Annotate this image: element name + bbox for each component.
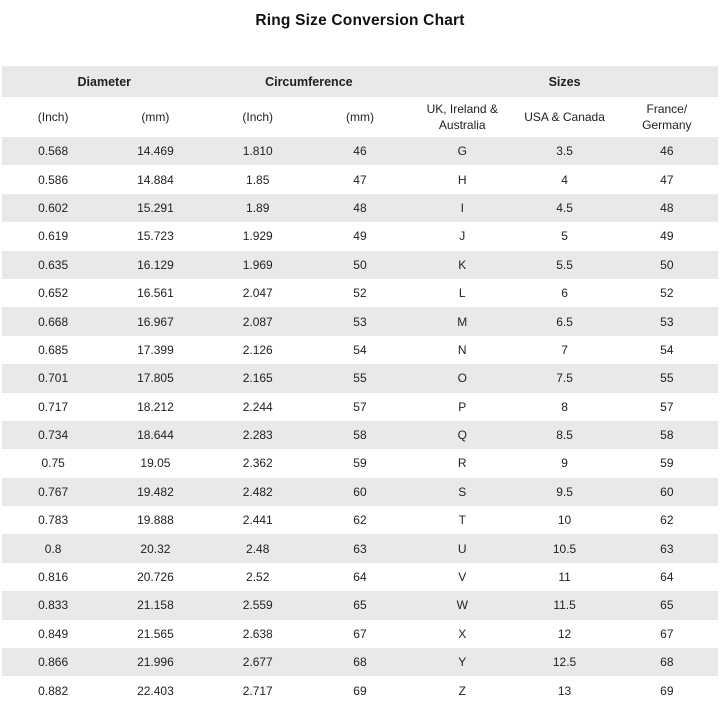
cell-diameter-mm: 19.05 bbox=[140, 456, 171, 471]
cell-uk-ireland-australia: M bbox=[457, 314, 468, 329]
table-row bbox=[2, 506, 718, 534]
cell-usa-canada: 8.5 bbox=[556, 428, 573, 443]
table-row bbox=[2, 591, 718, 619]
table-row bbox=[2, 676, 718, 704]
cell-circumference-mm: 49 bbox=[353, 229, 367, 244]
cell-circumference-mm: 64 bbox=[353, 570, 367, 585]
cell-circumference-mm: 69 bbox=[353, 683, 367, 698]
cell-uk-ireland-australia: I bbox=[460, 200, 464, 215]
cell-france-germany: 55 bbox=[660, 371, 674, 386]
table-row bbox=[2, 648, 718, 676]
cell-usa-canada: 3.5 bbox=[556, 144, 573, 159]
cell-diameter-inch: 0.767 bbox=[38, 484, 69, 499]
table-row bbox=[2, 620, 718, 648]
cell-usa-canada: 12 bbox=[557, 626, 572, 641]
cell-usa-canada: 11 bbox=[558, 570, 571, 585]
table-row bbox=[2, 222, 718, 250]
cell-circumference-mm: 58 bbox=[353, 428, 367, 443]
cell-diameter-inch: 0.652 bbox=[38, 286, 69, 301]
cell-diameter-mm: 16.129 bbox=[137, 257, 174, 272]
cell-usa-canada: 4 bbox=[561, 172, 568, 187]
cell-circumference-inch: 2.126 bbox=[242, 342, 273, 357]
cell-diameter-inch: 0.734 bbox=[38, 428, 69, 443]
cell-diameter-inch: 0.717 bbox=[38, 399, 69, 414]
cell-usa-canada: 4.5 bbox=[556, 200, 573, 215]
group-header-sizes: Sizes bbox=[411, 66, 718, 98]
cell-uk-ireland-australia: L bbox=[458, 286, 466, 301]
cell-circumference-inch: 2.441 bbox=[242, 513, 273, 528]
cell-diameter-inch: 0.586 bbox=[38, 172, 69, 187]
cell-usa-canada: 5.5 bbox=[556, 257, 573, 272]
cell-diameter-inch: 0.568 bbox=[38, 144, 69, 159]
cell-diameter-inch: 0.8 bbox=[44, 541, 62, 556]
table-row bbox=[2, 364, 718, 392]
cell-circumference-inch: 1.810 bbox=[242, 144, 273, 159]
cell-usa-canada: 11.5 bbox=[553, 598, 576, 613]
cell-circumference-inch: 2.283 bbox=[242, 428, 273, 443]
cell-france-germany: 58 bbox=[660, 428, 674, 443]
cell-diameter-inch: 0.701 bbox=[38, 371, 69, 386]
cell-circumference-inch: 2.087 bbox=[242, 314, 273, 329]
group-header-row bbox=[2, 66, 718, 98]
cell-circumference-inch: 2.717 bbox=[242, 683, 273, 698]
cell-usa-canada: 6 bbox=[561, 286, 568, 301]
cell-circumference-mm: 54 bbox=[353, 342, 367, 357]
cell-france-germany: 53 bbox=[660, 314, 674, 329]
cell-uk-ireland-australia: O bbox=[457, 371, 467, 386]
cell-diameter-mm: 22.403 bbox=[137, 683, 174, 698]
cell-circumference-mm: 57 bbox=[353, 399, 367, 414]
cell-circumference-inch: 2.482 bbox=[242, 484, 273, 499]
table-row bbox=[2, 251, 718, 279]
cell-diameter-mm: 20.726 bbox=[137, 570, 174, 585]
cell-usa-canada: 9.5 bbox=[556, 484, 573, 499]
cell-uk-ireland-australia: Y bbox=[458, 655, 467, 670]
cell-circumference-inch: 2.165 bbox=[242, 371, 273, 386]
cell-diameter-mm: 18.212 bbox=[137, 399, 174, 414]
table-head bbox=[2, 66, 718, 137]
cell-diameter-mm: 21.158 bbox=[137, 598, 174, 613]
cell-circumference-mm: 62 bbox=[353, 513, 367, 528]
cell-circumference-inch: 2.677 bbox=[242, 655, 273, 670]
cell-circumference-mm: 53 bbox=[353, 314, 367, 329]
col-header-usa-canada: USA & Canada bbox=[513, 98, 615, 137]
table-body bbox=[2, 137, 718, 705]
cell-uk-ireland-australia: R bbox=[457, 456, 467, 471]
cell-circumference-mm: 50 bbox=[353, 257, 367, 272]
table-row bbox=[2, 307, 718, 335]
table-row bbox=[2, 165, 718, 193]
table-row bbox=[2, 393, 718, 421]
cell-circumference-mm: 63 bbox=[353, 541, 367, 556]
cell-diameter-inch: 0.849 bbox=[38, 626, 69, 641]
cell-diameter-mm: 14.469 bbox=[137, 144, 174, 159]
cell-france-germany: 64 bbox=[660, 570, 674, 585]
cell-diameter-inch: 0.668 bbox=[38, 314, 69, 329]
cell-usa-canada: 10.5 bbox=[552, 541, 577, 556]
cell-diameter-mm: 21.996 bbox=[137, 655, 174, 670]
cell-diameter-inch: 0.602 bbox=[38, 200, 69, 215]
col-header-diameter-mm: (mm) bbox=[104, 98, 206, 137]
cell-circumference-mm: 48 bbox=[353, 200, 367, 215]
cell-diameter-inch: 0.75 bbox=[41, 456, 65, 471]
cell-circumference-inch: 1.969 bbox=[242, 257, 273, 272]
group-header-circumference: Circumference bbox=[207, 66, 412, 98]
cell-circumference-mm: 55 bbox=[353, 371, 367, 386]
cell-usa-canada: 9 bbox=[561, 456, 568, 471]
cell-diameter-inch: 0.816 bbox=[38, 570, 69, 585]
cell-uk-ireland-australia: X bbox=[458, 626, 467, 641]
cell-diameter-mm: 17.805 bbox=[137, 371, 174, 386]
cell-diameter-inch: 0.619 bbox=[38, 229, 69, 244]
cell-diameter-inch: 0.866 bbox=[38, 655, 69, 670]
cell-circumference-mm: 46 bbox=[353, 144, 367, 159]
group-header-diameter: Diameter bbox=[2, 66, 207, 98]
cell-france-germany: 47 bbox=[660, 172, 674, 187]
cell-france-germany: 50 bbox=[660, 257, 674, 272]
table-row bbox=[2, 137, 718, 165]
col-header-circumference-inch: (Inch) bbox=[207, 98, 309, 137]
cell-usa-canada: 10 bbox=[557, 513, 572, 528]
cell-uk-ireland-australia: J bbox=[459, 229, 466, 244]
cell-uk-ireland-australia: N bbox=[457, 342, 467, 357]
cell-diameter-mm: 16.561 bbox=[137, 286, 174, 301]
cell-france-germany: 46 bbox=[660, 144, 674, 159]
cell-uk-ireland-australia: Z bbox=[458, 683, 466, 698]
cell-diameter-inch: 0.882 bbox=[38, 683, 69, 698]
col-header-uk-ireland-australia: UK, Ireland & Australia bbox=[411, 98, 513, 137]
cell-circumference-inch: 2.638 bbox=[242, 626, 273, 641]
cell-uk-ireland-australia: U bbox=[457, 541, 467, 556]
cell-diameter-mm: 18.644 bbox=[137, 428, 174, 443]
cell-circumference-mm: 47 bbox=[353, 172, 367, 187]
cell-circumference-inch: 2.559 bbox=[242, 598, 273, 613]
cell-france-germany: 54 bbox=[660, 342, 674, 357]
col-header-france-germany: France/ Germany bbox=[616, 98, 718, 137]
cell-uk-ireland-australia: K bbox=[458, 257, 467, 272]
cell-circumference-inch: 1.929 bbox=[242, 229, 273, 244]
cell-france-germany: 48 bbox=[660, 200, 674, 215]
cell-france-germany: 67 bbox=[660, 626, 674, 641]
cell-circumference-inch: 2.047 bbox=[242, 286, 273, 301]
cell-diameter-mm: 20.32 bbox=[140, 541, 171, 556]
cell-france-germany: 63 bbox=[660, 541, 674, 556]
cell-diameter-mm: 21.565 bbox=[137, 626, 174, 641]
cell-diameter-mm: 16.967 bbox=[137, 314, 174, 329]
cell-diameter-mm: 19.482 bbox=[137, 484, 174, 499]
cell-circumference-mm: 59 bbox=[353, 456, 367, 471]
cell-france-germany: 52 bbox=[660, 286, 674, 301]
table-row bbox=[2, 478, 718, 506]
cell-france-germany: 69 bbox=[660, 683, 674, 698]
cell-circumference-mm: 60 bbox=[353, 484, 367, 499]
column-header-row bbox=[2, 98, 718, 137]
cell-france-germany: 68 bbox=[660, 655, 674, 670]
col-header-diameter-inch: (Inch) bbox=[2, 98, 104, 137]
cell-usa-canada: 6.5 bbox=[556, 314, 573, 329]
cell-diameter-inch: 0.635 bbox=[38, 257, 69, 272]
table-row bbox=[2, 449, 718, 477]
cell-usa-canada: 7.5 bbox=[556, 371, 573, 386]
table-row bbox=[2, 279, 718, 307]
col-header-circumference-mm: (mm) bbox=[309, 98, 411, 137]
page-title: Ring Size Conversion Chart bbox=[255, 12, 465, 29]
cell-usa-canada: 7 bbox=[561, 342, 568, 357]
cell-france-germany: 49 bbox=[660, 229, 674, 244]
cell-uk-ireland-australia: W bbox=[456, 598, 468, 613]
cell-uk-ireland-australia: H bbox=[457, 172, 467, 187]
ring-size-conversion-table bbox=[2, 66, 718, 705]
cell-diameter-mm: 15.291 bbox=[137, 200, 174, 215]
cell-france-germany: 62 bbox=[660, 513, 674, 528]
cell-diameter-inch: 0.685 bbox=[38, 342, 69, 357]
cell-uk-ireland-australia: T bbox=[458, 513, 466, 528]
cell-diameter-inch: 0.833 bbox=[38, 598, 69, 613]
table-row bbox=[2, 563, 718, 591]
cell-uk-ireland-australia: V bbox=[458, 570, 467, 585]
cell-diameter-mm: 15.723 bbox=[137, 229, 174, 244]
cell-france-germany: 65 bbox=[660, 598, 674, 613]
cell-circumference-inch: 2.48 bbox=[246, 541, 270, 556]
cell-uk-ireland-australia: S bbox=[458, 484, 467, 499]
cell-usa-canada: 8 bbox=[561, 399, 568, 414]
cell-usa-canada: 13 bbox=[557, 683, 572, 698]
cell-france-germany: 60 bbox=[660, 484, 674, 499]
cell-uk-ireland-australia: P bbox=[458, 399, 467, 414]
table-row bbox=[2, 194, 718, 222]
cell-diameter-mm: 17.399 bbox=[137, 342, 174, 357]
cell-france-germany: 59 bbox=[660, 456, 674, 471]
cell-circumference-mm: 68 bbox=[353, 655, 367, 670]
cell-diameter-inch: 0.783 bbox=[38, 513, 69, 528]
cell-circumference-mm: 65 bbox=[353, 598, 367, 613]
cell-diameter-mm: 14.884 bbox=[137, 172, 174, 187]
table-row bbox=[2, 421, 718, 449]
cell-usa-canada: 5 bbox=[561, 229, 568, 244]
cell-uk-ireland-australia: Q bbox=[457, 428, 467, 443]
table-row bbox=[2, 336, 718, 364]
cell-circumference-inch: 2.52 bbox=[246, 570, 270, 585]
table-row bbox=[2, 534, 718, 562]
cell-usa-canada: 12.5 bbox=[552, 655, 577, 670]
cell-uk-ireland-australia: G bbox=[457, 144, 467, 159]
cell-france-germany: 57 bbox=[660, 399, 674, 414]
cell-circumference-mm: 52 bbox=[353, 286, 367, 301]
cell-circumference-mm: 67 bbox=[353, 626, 367, 641]
cell-circumference-inch: 1.89 bbox=[246, 200, 270, 215]
cell-diameter-mm: 19.888 bbox=[137, 513, 174, 528]
cell-circumference-inch: 2.244 bbox=[242, 399, 273, 414]
cell-circumference-inch: 1.85 bbox=[246, 172, 270, 187]
cell-circumference-inch: 2.362 bbox=[242, 456, 273, 471]
